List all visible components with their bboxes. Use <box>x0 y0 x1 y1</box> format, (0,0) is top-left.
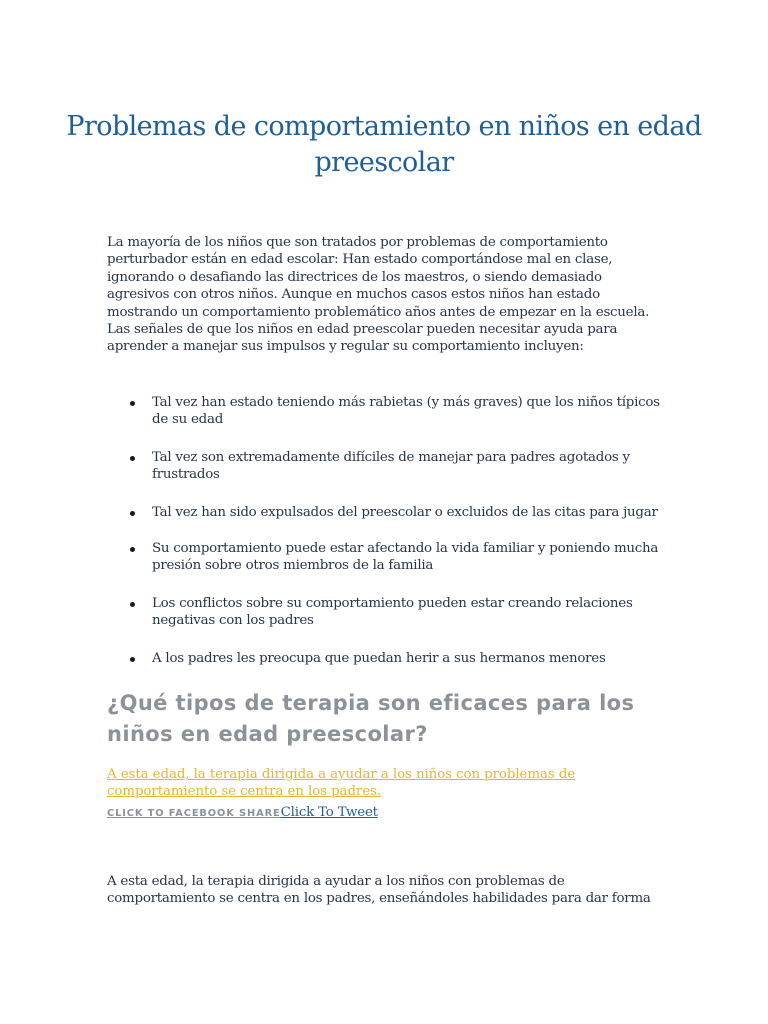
section-heading: ¿Qué tipos de terapia son eficaces para los niños en edad preescolar? <box>107 691 635 746</box>
bullet-icon <box>130 511 135 516</box>
page-title: Problemas de comportamiento en niños en edad preescolar <box>66 111 702 178</box>
list-item-text: Tal vez son extremadamente difíciles de manejar para padres agotados y frustrados <box>152 450 630 483</box>
list-item-text: A los padres les preocupa que puedan herir a sus hermanos menores <box>152 651 606 666</box>
bullet-icon <box>130 657 135 662</box>
list-item <box>107 540 667 575</box>
list-item-text: Tal vez han sido expulsados del preescolar o excluidos de las citas para jugar <box>152 505 658 520</box>
list-item <box>107 595 667 630</box>
list-item-text: Su comportamiento puede estar afectando la vida familiar y poniendo mucha presión sobre otros miembros de la familia <box>152 541 659 574</box>
bullet-icon <box>130 456 135 461</box>
list-item <box>107 504 658 521</box>
list-item <box>107 650 606 667</box>
facebook-share-link[interactable]: CLICK TO FACEBOOK SHARE <box>107 808 281 819</box>
list-item-text: Los conflictos sobre su comportamiento pueden estar creando relaciones negativas con los padres <box>152 596 633 629</box>
tweet-link[interactable]: Click To Tweet <box>280 805 378 820</box>
body-paragraph: A esta edad, la terapia dirigida a ayudar a los niños con problemas de comportamiento se centra en los padres, enseñándoles habilidades para dar forma <box>107 874 651 907</box>
list-item <box>107 449 667 484</box>
intro-paragraph: La mayoría de los niños que son tratados por problemas de comportamiento perturbador están en edad escolar: Han estado comportándose mal en clase, ignorando o desafiando las directrices de los maestros, o siendo demasiado agresivos con otros niños. Aunque en muchos casos estos niños han estado mostrando un comportamiento problemático años antes de empezar en la escuela. Las señales de que los niños en edad preescolar pueden necesitar ayuda para aprender a manejar sus impulsos y regular su comportamiento incluyen: <box>107 235 650 355</box>
quote-link[interactable]: A esta edad, la terapia dirigida a ayudar a los niños con problemas de comportamiento se centra en los padres. <box>107 767 576 799</box>
list-item-text: Tal vez han estado teniendo más rabietas (y más graves) que los niños típicos de su edad <box>152 395 660 428</box>
bullet-icon <box>130 602 135 607</box>
share-row <box>107 801 378 820</box>
list-item <box>107 394 667 429</box>
bullet-icon <box>130 547 135 552</box>
bullet-icon <box>130 401 135 406</box>
